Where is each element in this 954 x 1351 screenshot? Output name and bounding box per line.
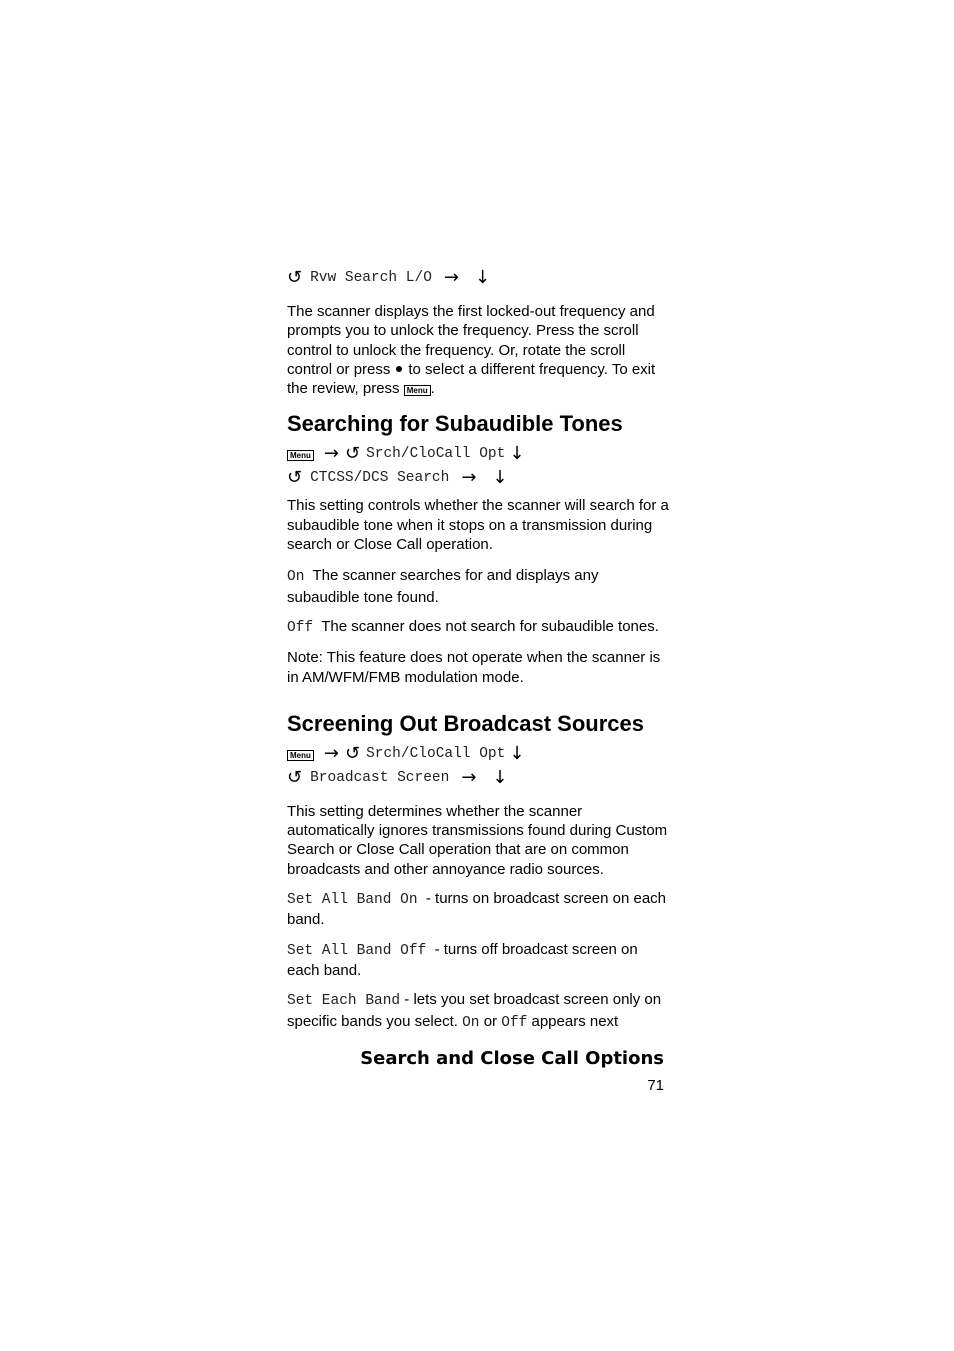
rotate-icon: ↺ (287, 267, 303, 288)
nav-path-review (287, 266, 669, 290)
right-arrow-icon: → (461, 467, 477, 489)
option-set-all-band-off (287, 940, 669, 981)
right-arrow-icon: → (323, 443, 339, 465)
option-off-text: The scanner does not search for subaudible tones. (321, 617, 659, 635)
modulation-note: Note: This feature does not operate when the scanner is in AM/WFM/FMB modulation mode. (287, 649, 661, 686)
opt3-code: Set Each Band (287, 993, 401, 1010)
rotate-icon: ↺ (344, 443, 361, 465)
path-item-broadcast-screen: Broadcast Screen (310, 769, 450, 786)
path-item-ctcss-dcs: CTCSS/DCS Search (310, 470, 450, 487)
subaudible-description: This setting controls whether the scanner will search for a subaudible tone when it stops on a transmission during search or Close Call operation. (287, 497, 669, 554)
intro-text-2: to select a different frequency. To exit the review, press (287, 360, 656, 398)
rotate-icon: ↺ (287, 467, 303, 489)
section-title-broadcast: Screening Out Broadcast Sources (287, 710, 644, 736)
option-set-each-band (287, 990, 669, 1033)
manual-page (287, 266, 669, 1097)
menu-key-icon: Menu (287, 750, 314, 761)
intro-text-1: The scanner displays the first locked-out frequency and prompts you to unlock the frequency. Press the scroll control to unlock the frequency. Or, rotate the scroll control or press (287, 303, 655, 378)
option-off-code: Off (287, 619, 314, 636)
opt3-tail: appears next (531, 1012, 619, 1030)
opt3-off-code: Off (501, 1014, 528, 1031)
down-arrow-icon: ↓ (492, 766, 508, 788)
broadcast-description: This setting determines whether the scanner automatically ignores transmissions found during Custom Search or Close Call operation that are on common broadcasts and other annoyance radio sources. (287, 802, 668, 878)
rotate-icon: ↺ (344, 742, 361, 764)
opt1-text: - turns on broadcast screen on each band. (287, 890, 667, 929)
menu-key-icon: Menu (404, 385, 431, 396)
nav-path-broadcast (287, 766, 669, 790)
page-number: 71 (647, 1076, 664, 1094)
option-set-all-band-on (287, 889, 669, 930)
intro-paragraph (287, 302, 669, 398)
rotate-icon: ↺ (287, 766, 303, 788)
right-arrow-icon: → (323, 742, 339, 764)
option-off (287, 617, 669, 638)
intro-text-3: . (430, 380, 435, 398)
nav-path-ctcss (287, 466, 669, 490)
option-on (287, 566, 669, 607)
opt2-text: - turns off broadcast screen on each band. (287, 940, 638, 979)
opt3-or: or (483, 1012, 498, 1030)
opt1-code: Set All Band On (287, 892, 418, 909)
option-on-code: On (287, 569, 305, 586)
down-arrow-icon: ↓ (509, 742, 525, 764)
opt3-text: - lets you set broadcast screen only on specific bands you select. (287, 991, 662, 1030)
nav-path-menu-srch-2 (287, 742, 669, 766)
path-item-srch-clocall: Srch/CloCall Opt (366, 446, 506, 463)
dot-key-icon (396, 366, 402, 372)
path-item-srch-clocall: Srch/CloCall Opt (366, 745, 506, 762)
path-item-rvw-search: Rvw Search L/O (310, 270, 432, 286)
section-title-subaudible: Searching for Subaudible Tones (287, 411, 623, 437)
down-arrow-icon: ↓ (492, 467, 508, 489)
opt2-code: Set All Band Off (287, 942, 427, 959)
option-on-text: The scanner searches for and displays any subaudible tone found. (287, 567, 599, 606)
right-arrow-icon: → (461, 766, 477, 788)
down-arrow-icon: ↓ (509, 443, 525, 465)
chapter-title: Search and Close Call Options (360, 1047, 664, 1069)
down-arrow-icon: ↓ (475, 267, 491, 288)
nav-path-menu-srch (287, 442, 669, 466)
opt3-on-code: On (462, 1014, 480, 1031)
menu-key-icon: Menu (287, 450, 314, 461)
right-arrow-icon: → (443, 267, 460, 288)
